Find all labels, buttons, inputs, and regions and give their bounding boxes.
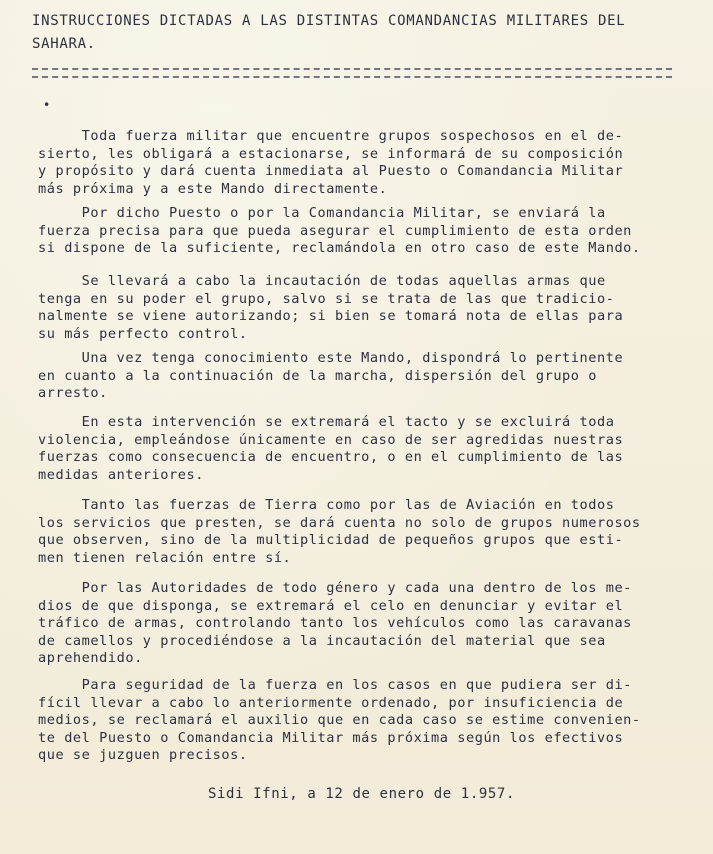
paragraph-5: En esta intervención se extremará el tacto y se excluirá toda violencia, empleándose únicamente en caso de ser agredidas nuestras fuerzas como consecuencia de encuentro, o en el cumplimiento de las medidas anteriores.	[38, 414, 624, 483]
ink-mark: •	[43, 98, 51, 112]
place-and-date: Sidi Ifni, a 12 de enero de 1.957.	[208, 786, 515, 802]
paragraph-4: Una vez tenga conocimiento este Mando, dispondrá lo pertinente en cuanto a la continuación de la marcha, dispersión del grupo o arresto.	[38, 350, 624, 401]
paragraph-6: Tanto las fuerzas de Tierra como por las de Aviación en todos los servicios que presten, se dará cuenta no solo de grupos numerosos que observen, sino de la multiplicidad de pequeños grupos que esti- men tienen relación entre sí.	[38, 497, 641, 566]
title-underline-rule	[32, 68, 672, 78]
paragraph-8: Para seguridad de la fuerza en los casos en que pudiera ser di- fícil llevar a cabo lo anteriormente ordenado, por insuficiencia de medios, se reclamará el auxilio que en cada caso se estime convenien- te del Puesto o Comandancia Militar más próxima según los efectivos que se juzguen precisos.	[38, 677, 641, 763]
paragraph-3: Se llevará a cabo la incautación de todas aquellas armas que tenga en su poder el grupo, salvo si se trata de las que tradicio- nalmente se viene autorizando; si bien se tomará nota de ellas para su más perfecto control.	[38, 273, 624, 342]
document-title: INSTRUCCIONES DICTADAS A LAS DISTINTAS COMANDANCIAS MILITARES DEL SAHARA.	[32, 13, 626, 52]
paragraph-7: Por las Autoridades de todo género y cada una dentro de los me- dios de que disponga, se extremará el celo en denunciar y evitar el tráfico de armas, controlando tanto los vehículos como las caravanas de camellos y procediéndose a la incautación del material que sea aprehendido.	[38, 580, 632, 666]
paragraph-1: Toda fuerza militar que encuentre grupos sospechosos en el de- sierto, les obligará a estacionarse, se informará de su composición y propósito y dará cuenta inmediata al Puesto o Comandancia Militar más próxima y a este Mando directamente.	[38, 128, 624, 197]
paragraph-2: Por dicho Puesto o por la Comandancia Militar, se enviará la fuerza precisa para que pueda asegurar el cumplimiento de esta orden si dispone de la suficiente, reclamándola en otro caso de este Mando.	[38, 205, 641, 256]
